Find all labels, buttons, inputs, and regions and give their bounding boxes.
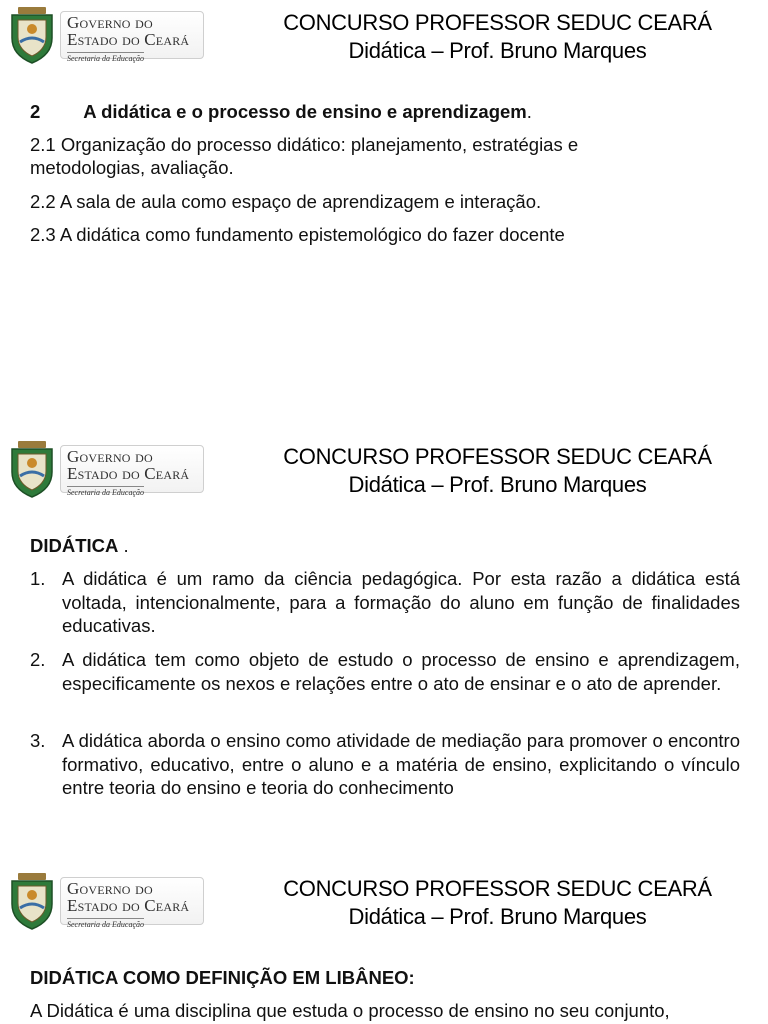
list-number-1: 1.: [30, 568, 46, 589]
topic-2-1: 2.1 Organização do processo didático: planejamento, estratégias e metodologias, avaliação.: [30, 134, 579, 178]
header-title-line-2: Didática – Prof. Bruno Marques: [348, 38, 647, 63]
section-title-period: .: [526, 101, 532, 122]
government-logo: [6, 440, 204, 498]
logo-line-2: Estado do Ceará: [67, 464, 190, 483]
section-title: A didática e o processo de ensino e aprendizagem: [83, 101, 527, 122]
list-number-2: 2.: [30, 649, 46, 670]
heading-text: DIDÁTICA: [30, 535, 119, 556]
government-name-box: [60, 877, 204, 929]
header-title: [240, 443, 755, 499]
slide-3: [0, 868, 768, 1024]
logo-line-1: Governo do: [67, 447, 153, 466]
section-heading: [30, 100, 740, 123]
section-number: 2: [30, 101, 41, 122]
heading-period: .: [118, 535, 129, 556]
logo-line-3: Secretaria da Educação: [67, 54, 145, 63]
header-title: [240, 875, 755, 931]
logo-line-3: Secretaria da Educação: [67, 488, 145, 497]
government-logo: [6, 6, 204, 64]
list-item-3: A didática aborda o ensino como atividade de mediação para promover o encontro formativo, educativo, entre o aluno e a matéria de ensino, explicitando o vínculo entre teoria do ensino e teoria do conhecimento: [62, 730, 740, 798]
topic-2-3: 2.3 A didática como fundamento epistemológico do fazer docente: [30, 224, 565, 245]
slide-1: [0, 0, 768, 300]
government-name-box: [60, 445, 204, 497]
definition-paragraph: A Didática é uma disciplina que estuda o processo de ensino no seu conjunto,: [30, 1000, 670, 1021]
government-name-box: [60, 11, 204, 63]
header-title-line-1: CONCURSO PROFESSOR SEDUC CEARÁ: [283, 876, 712, 901]
heading-text: DIDÁTICA COMO DEFINIÇÃO EM LIBÂNEO:: [30, 967, 415, 988]
header-title-line-2: Didática – Prof. Bruno Marques: [348, 472, 647, 497]
list-item-2: A didática tem como objeto de estudo o processo de ensino e aprendizagem, especificamente os nexos e relações entre o ato de ensinar e o ato de aprender.: [62, 649, 740, 694]
ceara-crest-icon: [6, 440, 58, 498]
ceara-crest-icon: [6, 6, 58, 64]
list-number-3: 3.: [30, 730, 46, 751]
slide-heading: [30, 534, 740, 557]
logo-line-3: Secretaria da Educação: [67, 920, 145, 929]
header-title-line-2: Didática – Prof. Bruno Marques: [348, 904, 647, 929]
logo-line-2: Estado do Ceará: [67, 896, 190, 915]
header-title: [240, 9, 755, 65]
logo-line-1: Governo do: [67, 13, 153, 32]
ceara-crest-icon: [6, 872, 58, 930]
slide-2: [0, 436, 768, 836]
topic-2-2: 2.2 A sala de aula como espaço de aprendizagem e interação.: [30, 191, 542, 212]
logo-line-1: Governo do: [67, 879, 153, 898]
header-title-line-1: CONCURSO PROFESSOR SEDUC CEARÁ: [283, 10, 712, 35]
list-item-1: A didática é um ramo da ciência pedagógica. Por esta razão a didática está voltada, intencionalmente, para a formação do aluno em função de finalidades educativas.: [62, 568, 740, 636]
header-title-line-1: CONCURSO PROFESSOR SEDUC CEARÁ: [283, 444, 712, 469]
slide-heading: [30, 966, 740, 989]
government-logo: [6, 872, 204, 930]
logo-line-2: Estado do Ceará: [67, 30, 190, 49]
